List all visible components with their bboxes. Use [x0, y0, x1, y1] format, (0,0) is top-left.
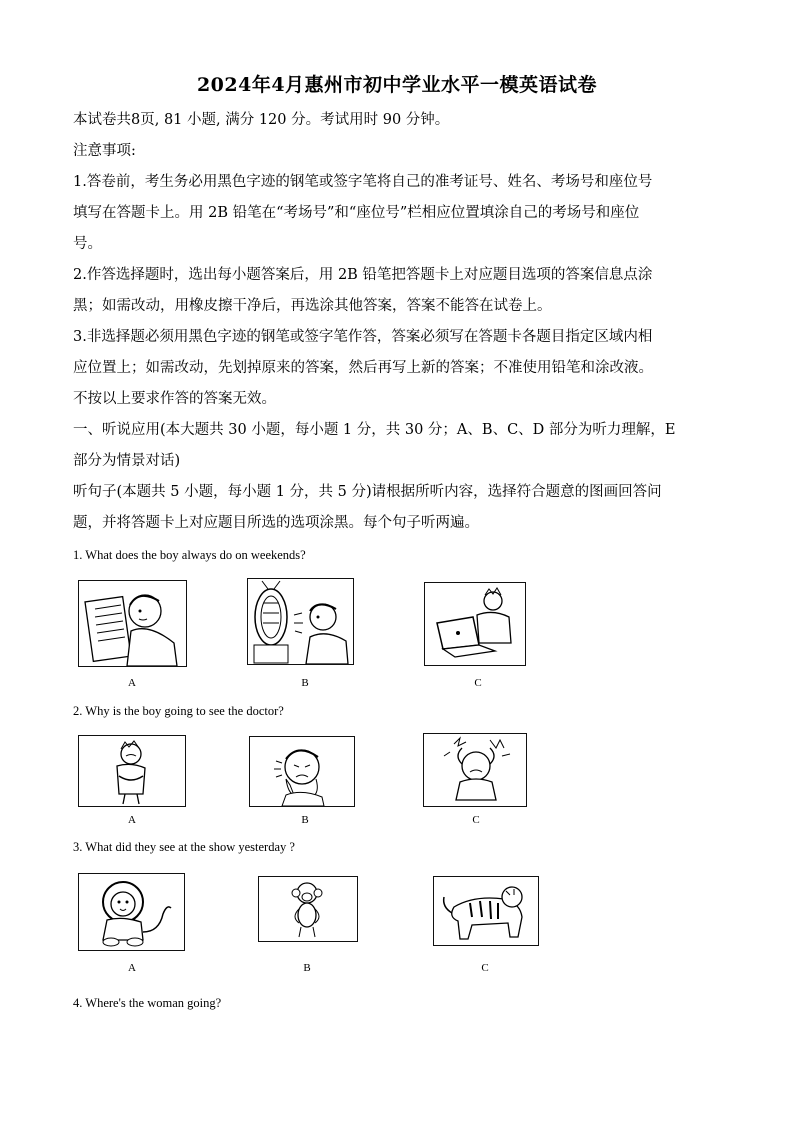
notice-1-line-3: 号。 [73, 236, 102, 252]
boy-reading-newspaper-image [78, 580, 187, 667]
boy-watching-tv-image [247, 578, 354, 665]
option-1-a-label: A [128, 677, 136, 689]
part-instruction-line-1: 听句子(本题共 5 小题，每小题 1 分，共 5 分)请根据所听内容，选择符合题意的图画回答问 [73, 484, 662, 500]
boy-stomachache-image [78, 735, 186, 807]
question-3: 3. What did they see at the show yesterday ? [73, 840, 295, 854]
boy-toothache-image [249, 736, 355, 807]
notice-2-line-1: 2.作答选择题时，选出每小题答案后，用 2B 铅笔把答题卡上对应题目选项的答案信息点涂 [73, 267, 653, 283]
section-heading-line-1: 一、听说应用(本大题共 30 小题，每小题 1 分，共 30 分；A、B、C、D 部分为听力理解，E [73, 422, 676, 438]
option-2-a-label: A [128, 814, 136, 826]
section-heading-line-2: 部分为情景对话) [73, 453, 181, 469]
notice-3-line-1: 3.非选择题必须用黑色字迹的钢笔或签字笔作答，答案必须写在答题卡各题目指定区域内相 [73, 329, 653, 345]
notice-3-line-3: 不按以上要求作答的答案无效。 [73, 391, 276, 407]
question-1: 1. What does the boy always do on weekends? [73, 548, 306, 562]
option-2-b-label: B [301, 814, 309, 826]
intro-text: 本试卷共8页, 81 小题, 满分 120 分。考试用时 90 分钟。 [73, 112, 450, 128]
option-3-b-label: B [303, 962, 311, 974]
option-3-c-label: C [481, 962, 489, 974]
boy-using-laptop-image [424, 582, 526, 666]
notice-1-line-1: 1.答卷前，考生务必用黑色字迹的钢笔或签字笔将自己的准考证号、姓名、考场号和座位号 [73, 174, 653, 190]
notice-3-line-2: 应位置上；如需改动，先划掉原来的答案，然后再写上新的答案；不准使用铅笔和涂改液。 [73, 360, 653, 376]
option-3-a-label: A [128, 962, 136, 974]
option-2-c-label: C [472, 814, 480, 826]
notice-heading: 注意事项: [73, 143, 136, 159]
page-title: 2024年4月惠州市初中学业水平一模英语试卷 [196, 74, 598, 96]
question-2: 2. Why is the boy going to see the doctor? [73, 704, 284, 718]
monkey-image [258, 876, 358, 942]
question-4: 4. Where's the woman going? [73, 996, 222, 1010]
part-instruction-line-2: 题，并将答题卡上对应题目所选的选项涂黑。每个句子听两遍。 [73, 515, 479, 531]
option-1-b-label: B [301, 677, 309, 689]
option-1-c-label: C [474, 677, 482, 689]
boy-headache-image [423, 733, 527, 807]
notice-1-line-2: 填写在答题卡上。用 2B 铅笔在“考场号”和“座位号”栏相应位置填涂自己的考场号和座位 [73, 205, 640, 221]
notice-2-line-2: 黑；如需改动，用橡皮擦干净后，再选涂其他答案，答案不能答在试卷上。 [73, 298, 552, 314]
tiger-image [433, 876, 539, 946]
lion-image [78, 873, 185, 951]
